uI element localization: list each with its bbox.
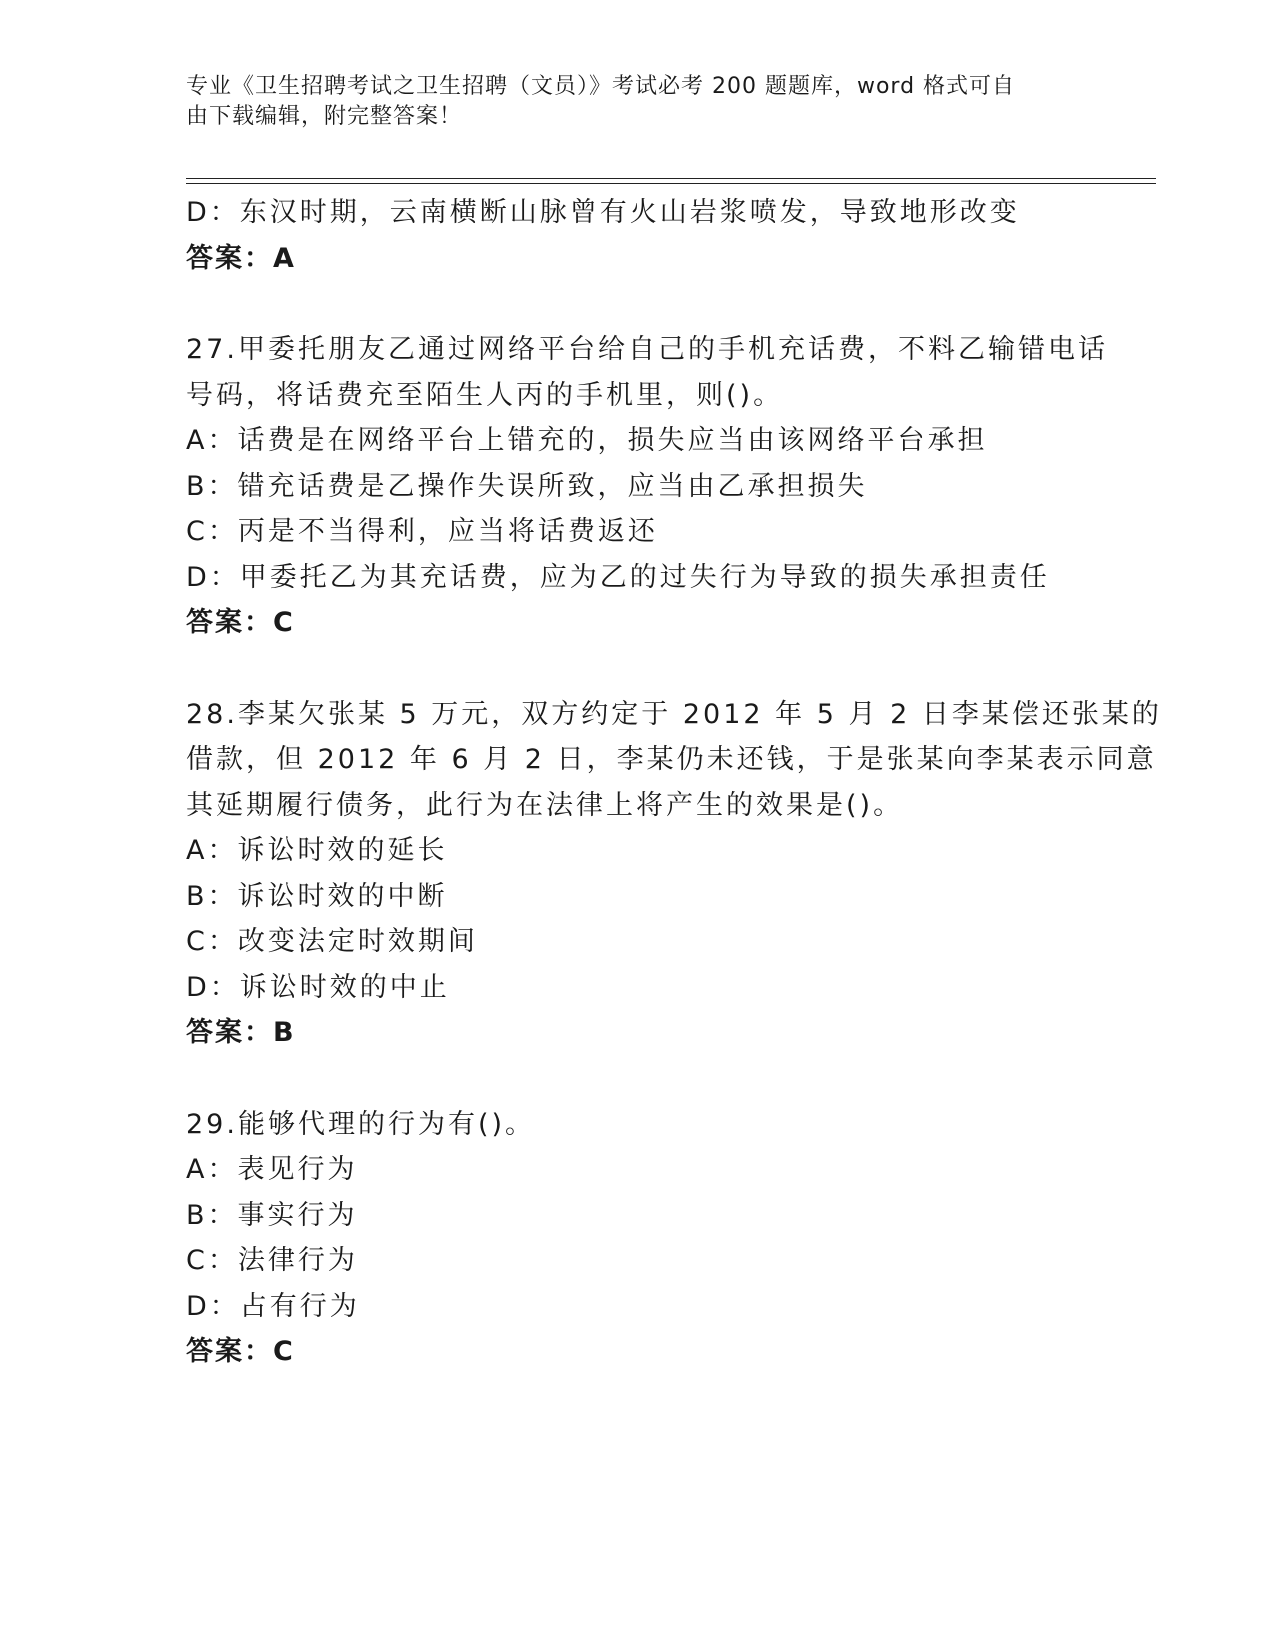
question-28-stem-line-1: 28.李某欠张某 5 万元，双方约定于 2012 年 5 月 2 日李某偿还张某的 <box>186 698 1162 730</box>
question-29-stem-line-1: 29.能够代理的行为有()。 <box>186 1108 536 1140</box>
question-26-answer: 答案：A <box>186 242 296 274</box>
header-line-2: 由下载编辑，附完整答案！ <box>186 104 463 129</box>
spacer <box>186 646 1086 692</box>
question-28 <box>186 692 1162 1056</box>
question-28-stem-line-2: 借款，但 2012 年 6 月 2 日，李某仍未还钱，于是张某向李某表示同意 <box>186 744 1157 775</box>
question-29 <box>186 1102 1086 1375</box>
spacer <box>186 1056 1086 1102</box>
question-29-option-d: D：占有行为 <box>186 1290 360 1322</box>
question-27-option-a: A：话费是在网络平台上错充的，损失应当由该网络平台承担 <box>186 425 988 456</box>
question-27-option-b: B：错充话费是乙操作失误所致，应当由乙承担损失 <box>186 470 868 502</box>
question-27-stem-line-1: 27.甲委托朋友乙通过网络平台给自己的手机充话费，不料乙输错电话 <box>186 334 1108 365</box>
header-line-1: 专业《卫生招聘考试之卫生招聘（文员）》考试必考 200 题题库，word 格式可自 <box>186 74 1016 99</box>
spacer <box>186 281 1086 327</box>
question-28-option-b: B：诉讼时效的中断 <box>186 880 448 912</box>
question-27-option-d: D：甲委托乙为其充话费，应为乙的过失行为导致的损失承担责任 <box>186 561 1050 593</box>
question-29-option-c: C：法律行为 <box>186 1245 358 1276</box>
question-26-tail <box>186 190 1086 281</box>
question-27-stem-line-2: 号码，将话费充至陌生人丙的手机里，则()。 <box>186 379 784 411</box>
question-26-option-d: D：东汉时期，云南横断山脉曾有火山岩浆喷发，导致地形改变 <box>186 197 1020 228</box>
question-28-answer: 答案：B <box>186 1017 296 1048</box>
question-27-answer: 答案：C <box>186 607 295 638</box>
question-28-option-a: A：诉讼时效的延长 <box>186 835 448 866</box>
question-27 <box>186 327 1108 646</box>
header-divider-top <box>186 178 1156 179</box>
question-29-option-b: B：事实行为 <box>186 1199 358 1231</box>
question-28-option-d: D：诉讼时效的中止 <box>186 971 450 1003</box>
question-28-option-c: C：改变法定时效期间 <box>186 926 478 957</box>
question-29-option-a: A：表见行为 <box>186 1154 358 1185</box>
question-29-answer: 答案：C <box>186 1336 295 1367</box>
document-header <box>186 72 1086 132</box>
header-divider-bottom <box>186 183 1156 184</box>
question-27-option-c: C：丙是不当得利，应当将话费返还 <box>186 516 658 547</box>
document-body <box>186 190 1162 1375</box>
question-28-stem-line-3: 其延期履行债务，此行为在法律上将产生的效果是()。 <box>186 789 904 821</box>
